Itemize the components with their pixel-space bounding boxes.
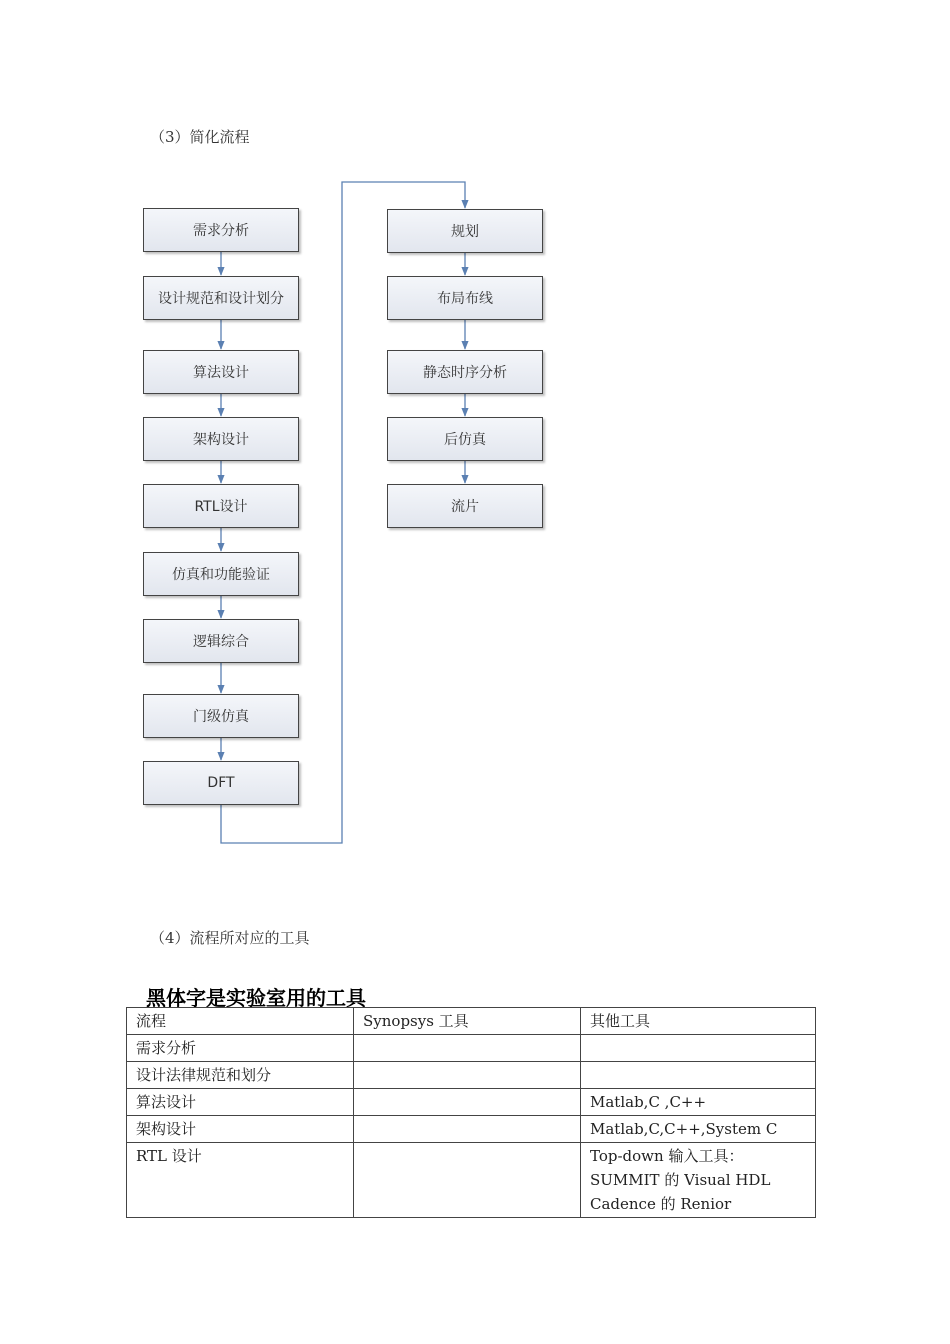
other-tool-cell	[581, 1089, 816, 1116]
table-row	[127, 1143, 816, 1218]
stage-cell: 架构设计	[127, 1116, 354, 1143]
bold-note: 黑体字是实验室用的工具	[146, 986, 366, 1010]
synopsys-tool-cell	[354, 1116, 581, 1143]
synopsys-tool-cell	[354, 1035, 581, 1062]
flow-step-left: 架构设计	[143, 417, 299, 461]
stage-cell: 算法设计	[127, 1089, 354, 1116]
tools-table	[126, 1007, 816, 1218]
other-tool-line: Top-down 输入工具：	[590, 1147, 744, 1165]
tools-section-heading: （4）流程所对应的工具	[150, 929, 310, 947]
other-tool-line: Cadence 的 Renior	[590, 1195, 732, 1213]
table-header-cell: Synopsys 工具	[354, 1008, 581, 1035]
stage-cell: 需求分析	[127, 1035, 354, 1062]
table-row	[127, 1089, 816, 1116]
other-tool-line: Matlab,C ,C++	[590, 1093, 707, 1111]
table-header-cell: 其他工具	[581, 1008, 816, 1035]
flow-section-heading: （3）简化流程	[150, 128, 250, 146]
flow-step-right: 后仿真	[387, 417, 543, 461]
synopsys-tool-cell	[354, 1062, 581, 1089]
table-row	[127, 1035, 816, 1062]
table-row	[127, 1116, 816, 1143]
flow-step-left: 算法设计	[143, 350, 299, 394]
flow-step-right: 流片	[387, 484, 543, 528]
other-tool-cell	[581, 1035, 816, 1062]
flow-step-left: 设计规范和设计划分	[143, 276, 299, 320]
flow-step-right: 静态时序分析	[387, 350, 543, 394]
flow-step-left: 门级仿真	[143, 694, 299, 738]
table-header-row	[127, 1008, 816, 1035]
flow-step-left: RTL设计	[143, 484, 299, 528]
other-tool-cell	[581, 1062, 816, 1089]
other-tool-cell	[581, 1143, 816, 1218]
synopsys-tool-cell	[354, 1143, 581, 1218]
flow-step-left: 仿真和功能验证	[143, 552, 299, 596]
stage-cell: RTL 设计	[127, 1143, 354, 1218]
flow-step-right: 布局布线	[387, 276, 543, 320]
table-header-cell: 流程	[127, 1008, 354, 1035]
flow-step-left: 逻辑综合	[143, 619, 299, 663]
synopsys-tool-cell	[354, 1089, 581, 1116]
other-tool-line: Matlab,C,C++,System C	[590, 1120, 778, 1138]
flow-step-left: DFT	[143, 761, 299, 805]
flow-step-right: 规划	[387, 209, 543, 253]
flow-step-left: 需求分析	[143, 208, 299, 252]
other-tool-cell	[581, 1116, 816, 1143]
table-row	[127, 1062, 816, 1089]
stage-cell: 设计法律规范和划分	[127, 1062, 354, 1089]
other-tool-line: SUMMIT 的 Visual HDL	[590, 1171, 771, 1189]
